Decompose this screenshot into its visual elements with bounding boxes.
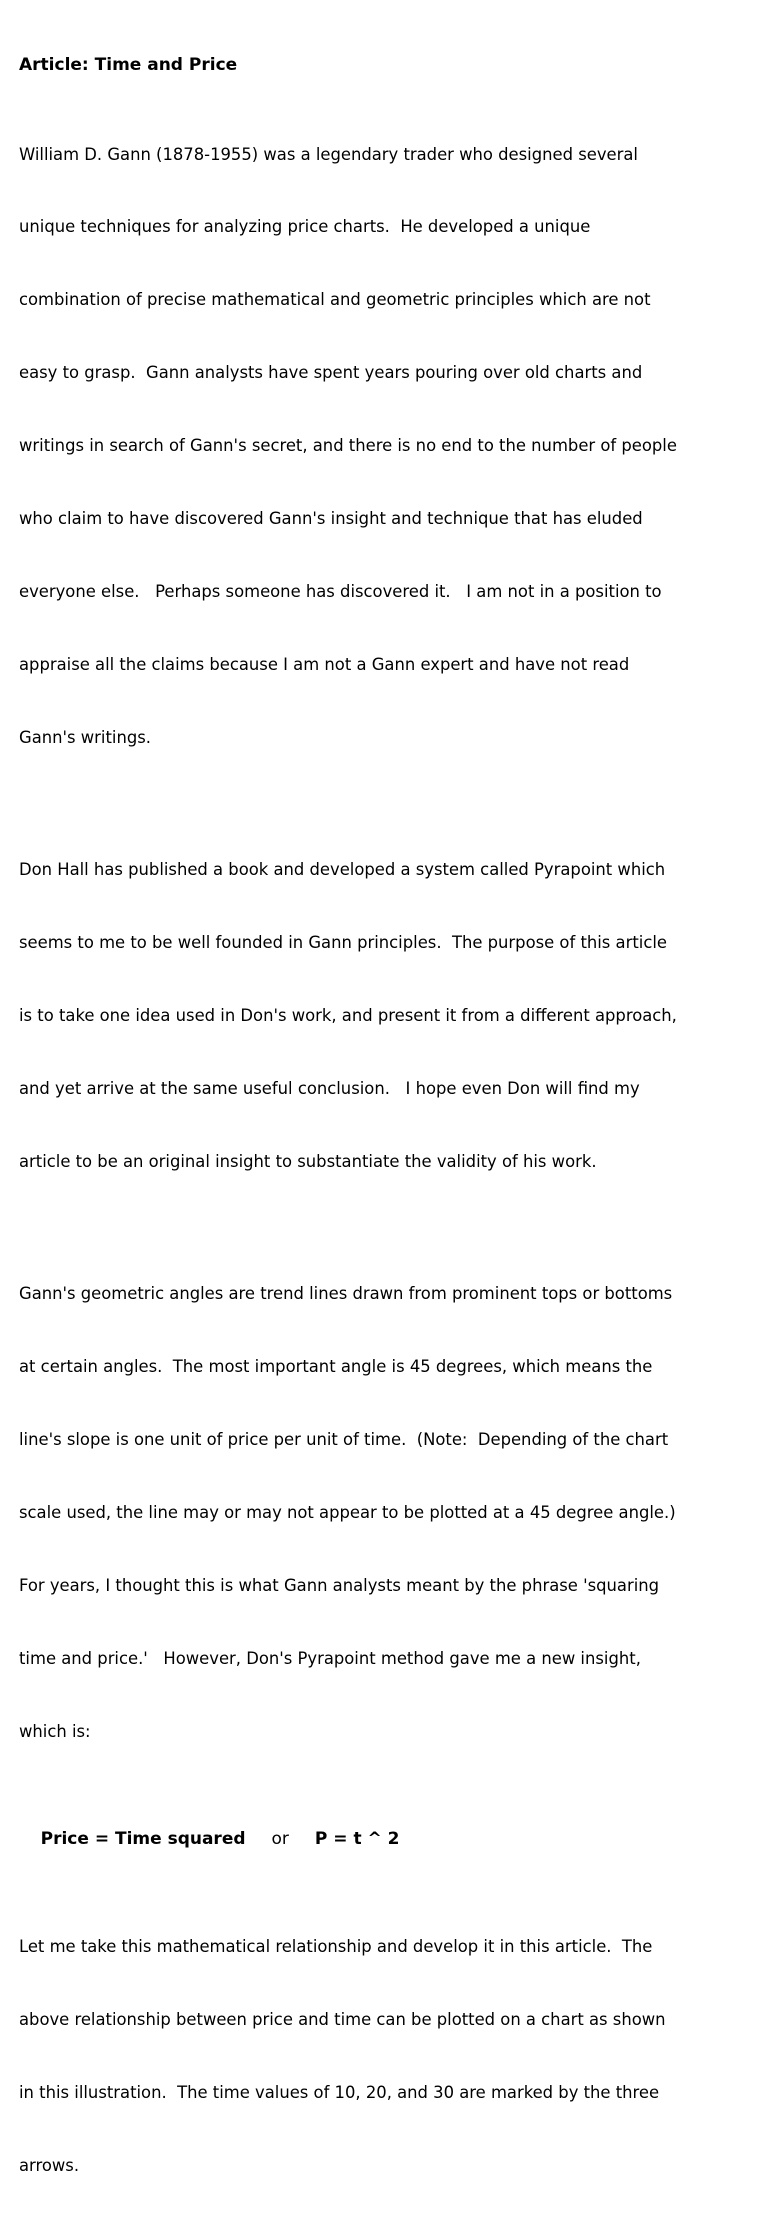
text-line: above relationship between price and time can be plotted on a chart as shown — [19, 2009, 666, 2029]
text-line: at certain angles. The most important angle is 45 degrees, which means the — [19, 1357, 653, 1377]
paragraph-closing — [19, 1886, 754, 2226]
text-line: article to be an original insight to substantiate the validity of his work. — [19, 1151, 597, 1171]
article-page — [19, 53, 754, 2238]
formula-connector: or — [271, 1829, 289, 1850]
text-line: Gann's geometric angles are trend lines drawn from prominent tops or bottoms — [19, 1284, 673, 1304]
text-line: Let me take this mathematical relationship and develop it in this article. The — [19, 1937, 653, 1957]
article-title: Article: Time and Price — [19, 55, 238, 75]
text-line: line's slope is one unit of price per unit of time. (Note: Depending of the chart — [19, 1430, 669, 1450]
text-line: writings in search of Gann's secret, and there is no end to the number of people — [19, 436, 677, 456]
text-line: scale used, the line may or may not appear to be plotted at a 45 degree angle.) — [19, 1502, 676, 1522]
text-line: arrows. — [19, 2155, 80, 2175]
text-line: in this illustration. The time values of 10, 20, and 30 are marked by the three — [19, 2082, 660, 2102]
text-line: and yet arrive at the same useful conclusion. I hope even Don will find my — [19, 1078, 640, 1098]
formula-left: Price = Time squared — [40, 1829, 246, 1850]
text-line: combination of precise mathematical and geometric principles which are not — [19, 290, 651, 310]
text-line: is to take one idea used in Don's work, and present it from a different approach, — [19, 1005, 677, 1025]
text-line: which is: — [19, 1721, 91, 1741]
formula-line — [19, 1803, 754, 1875]
text-line: Don Hall has published a book and developed a system called Pyrapoint which — [19, 860, 666, 880]
paragraph-don-hall — [19, 810, 754, 1223]
text-line: seems to me to be well founded in Gann principles. The purpose of this article — [19, 933, 667, 953]
paragraph-geometric-angles — [19, 1234, 754, 1793]
text-line: who claim to have discovered Gann's insight and technique that has eluded — [19, 509, 643, 529]
text-line: Gann's writings. — [19, 727, 151, 747]
text-line: everyone else. Perhaps someone has discovered it. I am not in a position to — [19, 581, 662, 601]
text-line: unique techniques for analyzing price charts. He developed a unique — [19, 217, 591, 237]
formula-right: P = t ^ 2 — [314, 1829, 400, 1850]
text-line: William D. Gann (1878-1955) was a legendary trader who designed several — [19, 144, 638, 164]
paragraph-gann-intro — [19, 94, 754, 799]
text-line: appraise all the claims because I am not a Gann expert and have not read — [19, 654, 630, 674]
text-line: time and price.' However, Don's Pyrapoint method gave me a new insight, — [19, 1648, 641, 1668]
text-line: For years, I thought this is what Gann analysts meant by the phrase 'squaring — [19, 1575, 660, 1595]
text-line: easy to grasp. Gann analysts have spent years pouring over old charts and — [19, 363, 643, 383]
